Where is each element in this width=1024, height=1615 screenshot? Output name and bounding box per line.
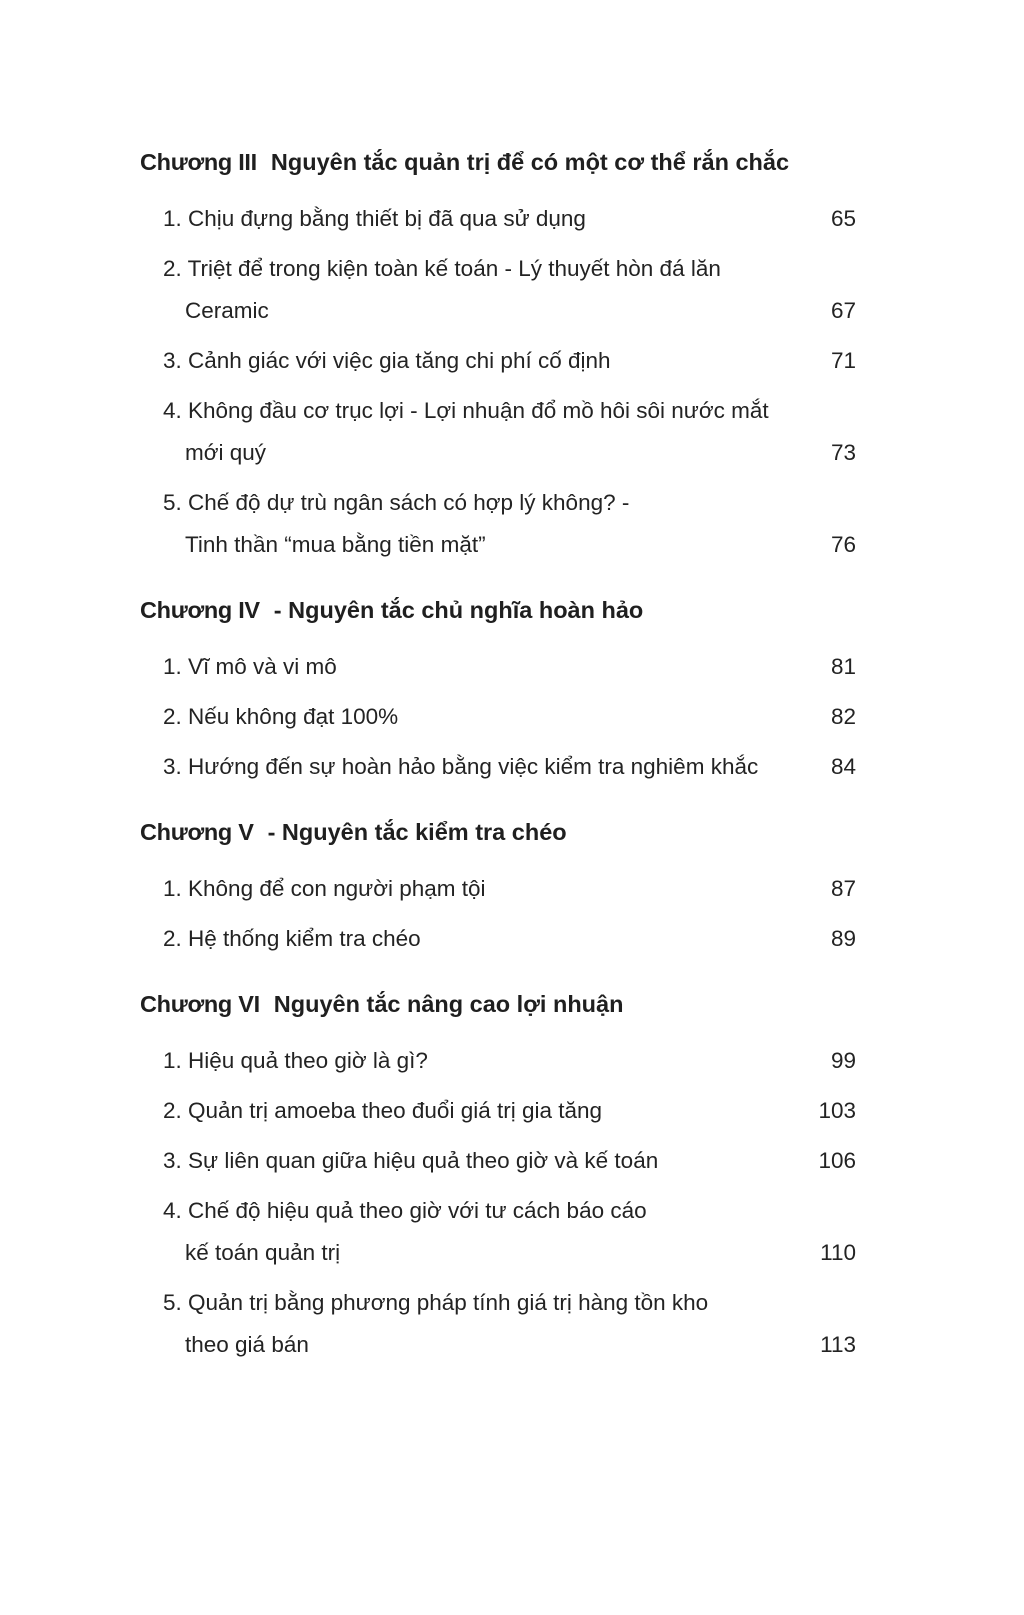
chapter-heading [140,589,856,631]
entry-text: 1. Chịu đựng bằng thiết bị đã qua sử dụng [163,206,586,231]
page-number: 110 [820,1240,856,1265]
page-number: 82 [830,704,856,729]
toc-item [140,746,856,788]
entry-text: mới quý [185,440,267,465]
toc-line [163,524,856,566]
page-number: 87 [830,876,856,901]
toc-line [163,482,856,524]
page-number: 113 [820,1332,856,1357]
toc-item [140,198,856,240]
chapter-title: - Nguyên tắc kiểm tra chéo [267,819,567,845]
toc-item [140,918,856,960]
entry-text: 1. Không để con người phạm tội [163,876,486,901]
entry-text: 3. Sự liên quan giữa hiệu quả theo giờ và kế toán [163,1148,659,1173]
page-number: 89 [830,926,856,951]
page-number: 103 [818,1098,856,1123]
toc-item [140,696,856,738]
chapter-heading [140,141,856,183]
toc-line [163,432,856,474]
toc-line [163,1282,856,1324]
toc-item [140,868,856,910]
toc-item [140,646,856,688]
toc-item [140,1090,856,1132]
entry-text: 5. Quản trị bằng phương pháp tính giá trị hàng tồn kho [163,1290,709,1315]
toc-line [163,746,856,788]
toc-line [163,1324,856,1366]
page-number: 84 [830,754,856,779]
toc-line [163,1190,856,1232]
toc-section [140,141,856,566]
toc-line [163,646,856,688]
entry-text: 1. Hiệu quả theo giờ là gì? [163,1048,428,1073]
toc-section [140,811,856,960]
page-number: 76 [830,532,856,557]
toc-line [163,868,856,910]
chapter-title: Nguyên tắc quản trị để có một cơ thể rắn chắc [270,149,790,175]
toc-line [163,696,856,738]
toc-line [163,918,856,960]
chapter-label: Chương VI [140,991,260,1017]
entry-text: 1. Vĩ mô và vi mô [163,654,337,679]
toc-line [163,1090,856,1132]
toc-line [163,198,856,240]
page-number: 67 [830,298,856,323]
chapter-title: Nguyên tắc nâng cao lợi nhuận [273,991,624,1017]
chapter-label: Chương IV [140,597,260,623]
toc-item [140,390,856,474]
entry-text: 4. Không đầu cơ trục lợi - Lợi nhuận đổ mồ hôi sôi nước mắt [163,398,769,423]
toc-line [163,340,856,382]
toc-line [163,290,856,332]
entry-text: kế toán quản trị [185,1240,341,1265]
toc-line [163,390,856,432]
toc-line [163,1040,856,1082]
toc-section [140,983,856,1366]
toc-item [140,482,856,566]
chapter-title: - Nguyên tắc chủ nghĩa hoàn hảo [273,597,644,623]
chapter-label: Chương V [140,819,254,845]
entry-text: theo giá bán [185,1332,309,1357]
entry-text: Ceramic [185,298,269,323]
entry-text: 3. Cảnh giác với việc gia tăng chi phí cố định [163,348,611,373]
entry-text: 2. Nếu không đạt 100% [163,704,399,729]
toc-item [140,340,856,382]
entry-text: 5. Chế độ dự trù ngân sách có hợp lý không? - [163,490,630,515]
chapter-heading [140,811,856,853]
page-number: 73 [830,440,856,465]
toc-item [140,248,856,332]
entry-text: 2. Quản trị amoeba theo đuổi giá trị gia tăng [163,1098,603,1123]
toc-line [163,1232,856,1274]
page-number: 106 [818,1148,856,1173]
page-number: 65 [830,206,856,231]
entry-text: 2. Hệ thống kiểm tra chéo [163,926,421,951]
page-number: 81 [830,654,856,679]
toc-item [140,1190,856,1274]
toc-item [140,1140,856,1182]
toc-section [140,589,856,788]
toc-item [140,1282,856,1366]
toc-line [163,1140,856,1182]
table-of-contents [140,141,856,1366]
chapter-heading [140,983,856,1025]
entry-text: Tinh thần “mua bằng tiền mặt” [185,532,486,557]
toc-line [163,248,856,290]
page-number: 71 [830,348,856,373]
page-number: 99 [830,1048,856,1073]
entry-text: 3. Hướng đến sự hoàn hảo bằng việc kiểm tra nghiêm khắc [163,754,759,779]
entry-text: 4. Chế độ hiệu quả theo giờ với tư cách báo cáo [163,1198,647,1223]
toc-item [140,1040,856,1082]
chapter-label: Chương III [140,149,257,175]
entry-text: 2. Triệt để trong kiện toàn kế toán - Lý thuyết hòn đá lăn [163,256,721,281]
